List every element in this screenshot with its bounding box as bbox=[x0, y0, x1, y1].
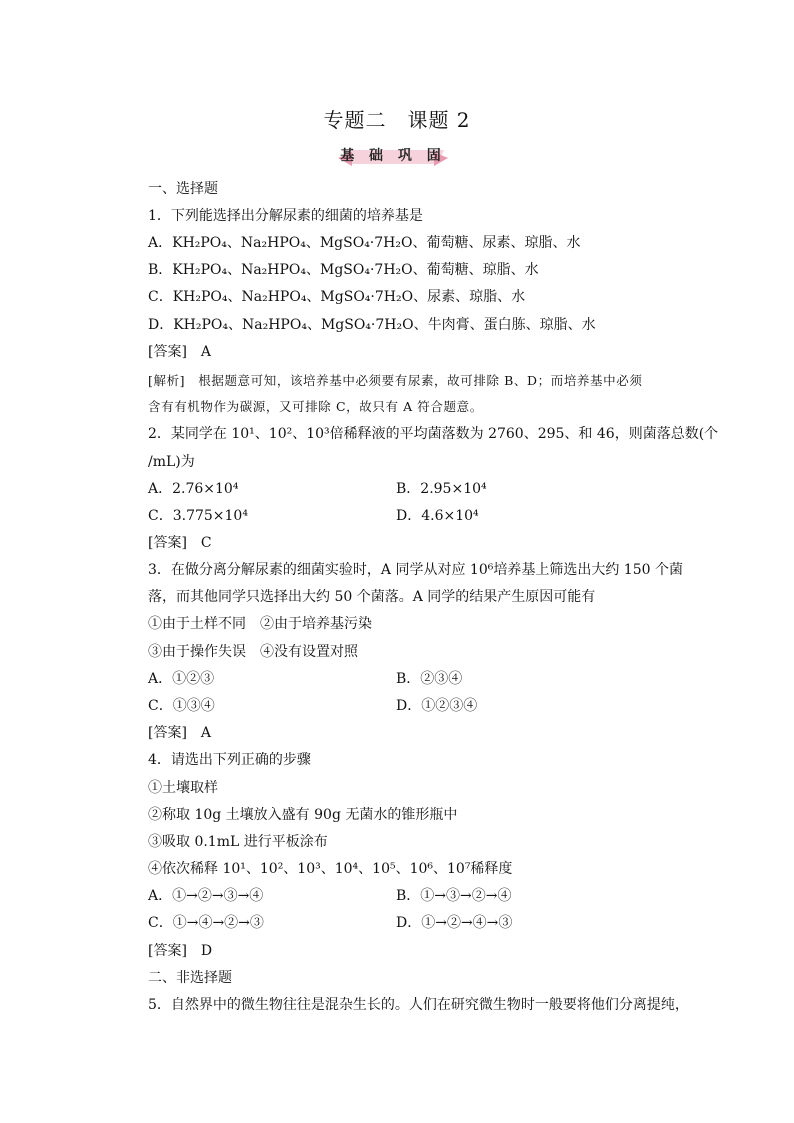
question-4-step-1: ①土壤取样 bbox=[148, 780, 218, 796]
question-2-stem-line-1: 2．某同学在 10¹、10²、10³倍稀释液的平均菌落数为 2760、295、和 46，则菌落总数(个 bbox=[148, 426, 719, 442]
question-4-option-c: C．①→④→②→③ bbox=[148, 915, 264, 931]
question-2-option-c: C．3.775×10⁴ bbox=[148, 508, 248, 524]
question-3-stem-line-1: 3．在做分离分解尿素的细菌实验时，A 同学从对应 10⁶培养基上筛选出大约 150 个菌 bbox=[148, 562, 683, 578]
question-1-option-d: D．KH₂PO₄、Na₂HPO₄、MgSO₄·7H₂O、牛肉膏、蛋白胨、琼脂、水 bbox=[148, 317, 596, 333]
question-1-option-c: C．KH₂PO₄、Na₂HPO₄、MgSO₄·7H₂O、尿素、琼脂、水 bbox=[148, 289, 526, 305]
question-2-answer: [答案] C bbox=[148, 535, 212, 551]
question-2-option-d: D．4.6×10⁴ bbox=[396, 508, 479, 524]
question-4-option-a: A．①→②→③→④ bbox=[148, 888, 264, 904]
question-3-item-line-2: ③由于操作失误 ④没有设置对照 bbox=[148, 644, 358, 660]
question-4-answer: [答案] D bbox=[148, 943, 213, 959]
question-3-option-d: D．①②③④ bbox=[396, 698, 478, 714]
section-banner bbox=[338, 146, 448, 168]
question-2-option-b: B．2.95×10⁴ bbox=[396, 481, 487, 497]
question-4-option-d: D．①→②→④→③ bbox=[396, 915, 513, 931]
question-2-stem-line-2: /mL)为 bbox=[148, 454, 195, 470]
question-1-answer: [答案] A bbox=[148, 344, 212, 360]
question-4-step-3: ③吸取 0.1mL 进行平板涂布 bbox=[148, 834, 328, 850]
question-4-step-2: ②称取 10g 土壤放入盛有 90g 无菌水的锥形瓶中 bbox=[148, 807, 458, 823]
question-1-explanation-line-2: 含有有机物作为碳源，又可排除 C，故只有 A 符合题意。 bbox=[148, 399, 483, 414]
question-3-answer: [答案] A bbox=[148, 725, 212, 741]
question-1-explanation-line-1: [解析] 根据题意可知，该培养基中必须要有尿素，故可排除 B、D；而培养基中必须 bbox=[148, 373, 643, 388]
page-title: 专题二 课题 2 bbox=[323, 108, 471, 132]
question-4-step-4: ④依次稀释 10¹、10²、10³、10⁴、10⁵、10⁶、10⁷稀释度 bbox=[148, 861, 513, 877]
question-3-stem-line-2: 落，而其他同学只选择出大约 50 个菌落。A 同学的结果产生原因可能有 bbox=[148, 589, 596, 605]
question-4-option-b: B．①→③→②→④ bbox=[396, 888, 512, 904]
question-1-option-b: B．KH₂PO₄、Na₂HPO₄、MgSO₄·7H₂O、葡萄糖、琼脂、水 bbox=[148, 262, 539, 278]
section-heading-choice: 一、选择题 bbox=[148, 181, 218, 197]
question-4-stem: 4．请选出下列正确的步骤 bbox=[148, 752, 311, 768]
question-3-option-a: A．①②③ bbox=[148, 671, 215, 687]
question-3-option-c: C．①③④ bbox=[148, 698, 215, 714]
question-3-item-line-1: ①由于土样不同 ②由于培养基污染 bbox=[148, 616, 372, 632]
section-heading-nonchoice: 二、非选择题 bbox=[148, 970, 232, 986]
question-5-stem: 5．自然界中的微生物往往是混杂生长的。人们在研究微生物时一般要将他们分离提纯， bbox=[148, 997, 689, 1013]
question-3-option-b: B．②③④ bbox=[396, 671, 463, 687]
banner-label: 基 础 巩 固 bbox=[340, 148, 446, 164]
question-2-option-a: A．2.76×10⁴ bbox=[148, 481, 239, 497]
question-1-stem: 1．下列能选择出分解尿素的细菌的培养基是 bbox=[148, 208, 423, 224]
question-1-option-a: A．KH₂PO₄、Na₂HPO₄、MgSO₄·7H₂O、葡萄糖、尿素、琼脂、水 bbox=[148, 235, 581, 251]
